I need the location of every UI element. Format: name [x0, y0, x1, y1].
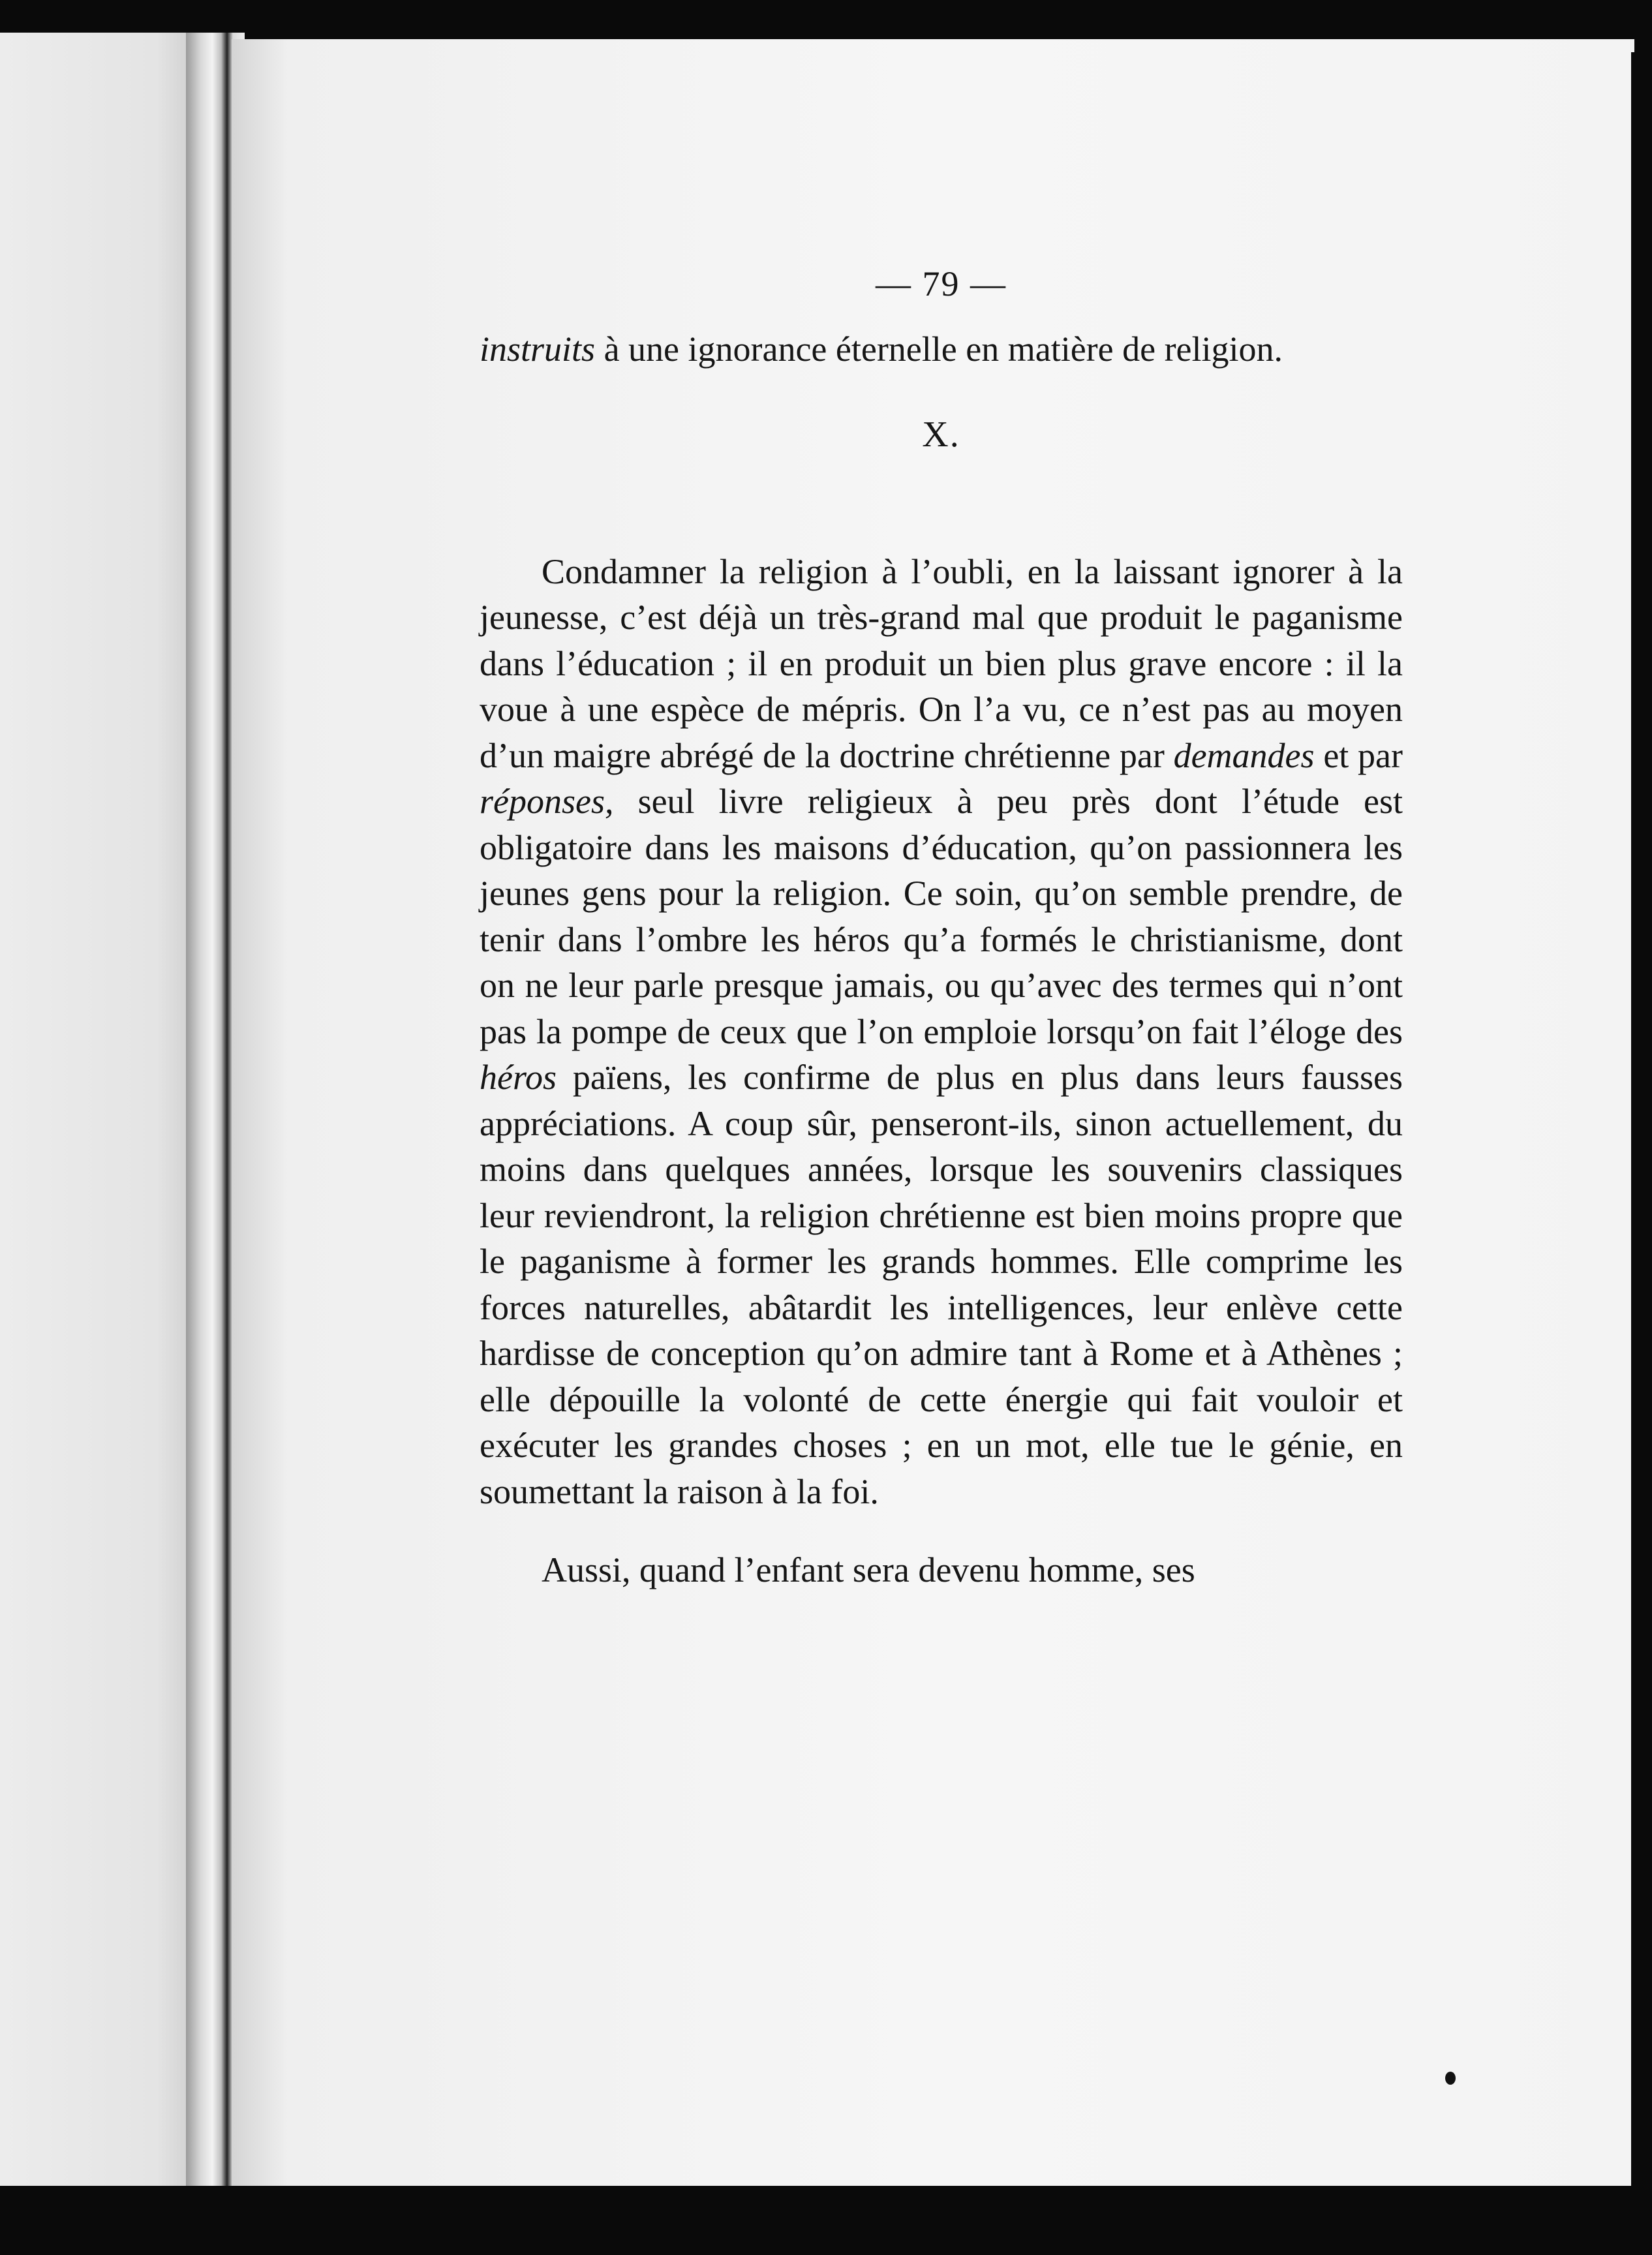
body-paragraph-1 [480, 549, 1403, 1515]
paragraph-text: seul livre religieux à peu près dont l’étude est obligatoire dans les maisons d’éducation, qu’on passionnera les jeunes gens pour la religion. Ce soin, qu’on semble prendre, de tenir dans l’ombre les héros qu’a formés le christianisme, dont on ne leur parle presque jamais, ou qu’avec des termes qui n’ont pas la pompe de ceux que l’on emploie lorsqu’on fait l’éloge des [480, 782, 1403, 1051]
left-page [0, 33, 196, 2186]
carryover-text: à une ignorance éternelle en matière de religion. [595, 330, 1283, 369]
italic-word: réponses, [480, 782, 614, 821]
page-edge-shadow [1631, 52, 1652, 2205]
ink-speck [1445, 2072, 1456, 2085]
italic-word: instruits [480, 330, 596, 369]
paragraph-text: païens, les confirme de plus en plus dans leurs fausses appréciations. A coup sûr, penseront-ils, sinon actuellement, du moins dans quelques années, lorsque les souvenirs classiques leur reviendront, la religion chrétienne est bien moins propre que le paganisme à former les grands hommes. Elle comprime les forces naturelles, abâtardit les intelligences, leur enlève cette hardisse de conception qu’on admire tant à Rome et à Athènes ; elle dépouille la volonté de cette énergie qui fait vouloir et exécuter les grandes choses ; en un mot, elle tue le génie, en soumettant la raison à la foi. [480, 1058, 1403, 1511]
italic-word: héros [480, 1058, 557, 1097]
page-content [480, 261, 1403, 1593]
section-heading: X. [922, 414, 960, 455]
italic-word: demandes [1173, 735, 1315, 775]
paragraph-text: Aussi, quand l’enfant sera devenu homme, ses [542, 1550, 1195, 1589]
paragraph-gap [480, 1514, 1403, 1547]
page-number: — 79 — [876, 264, 1007, 303]
paragraph-text: Condamner la religion à l’oubli, en la laissant ignorer à la jeunesse, c’est déjà un très-grand mal que produit le paganisme dans l’éducation ; il en produit un bien plus grave encore : il la voue à une espèce de mépris. On l’a vu, ce n’est pas au moyen d’un maigre abrégé de la doctrine chrétienne par [480, 551, 1403, 775]
paragraph-text: et par [1314, 735, 1403, 775]
body-paragraph-2 [480, 1547, 1403, 1593]
carryover-paragraph [480, 326, 1403, 373]
